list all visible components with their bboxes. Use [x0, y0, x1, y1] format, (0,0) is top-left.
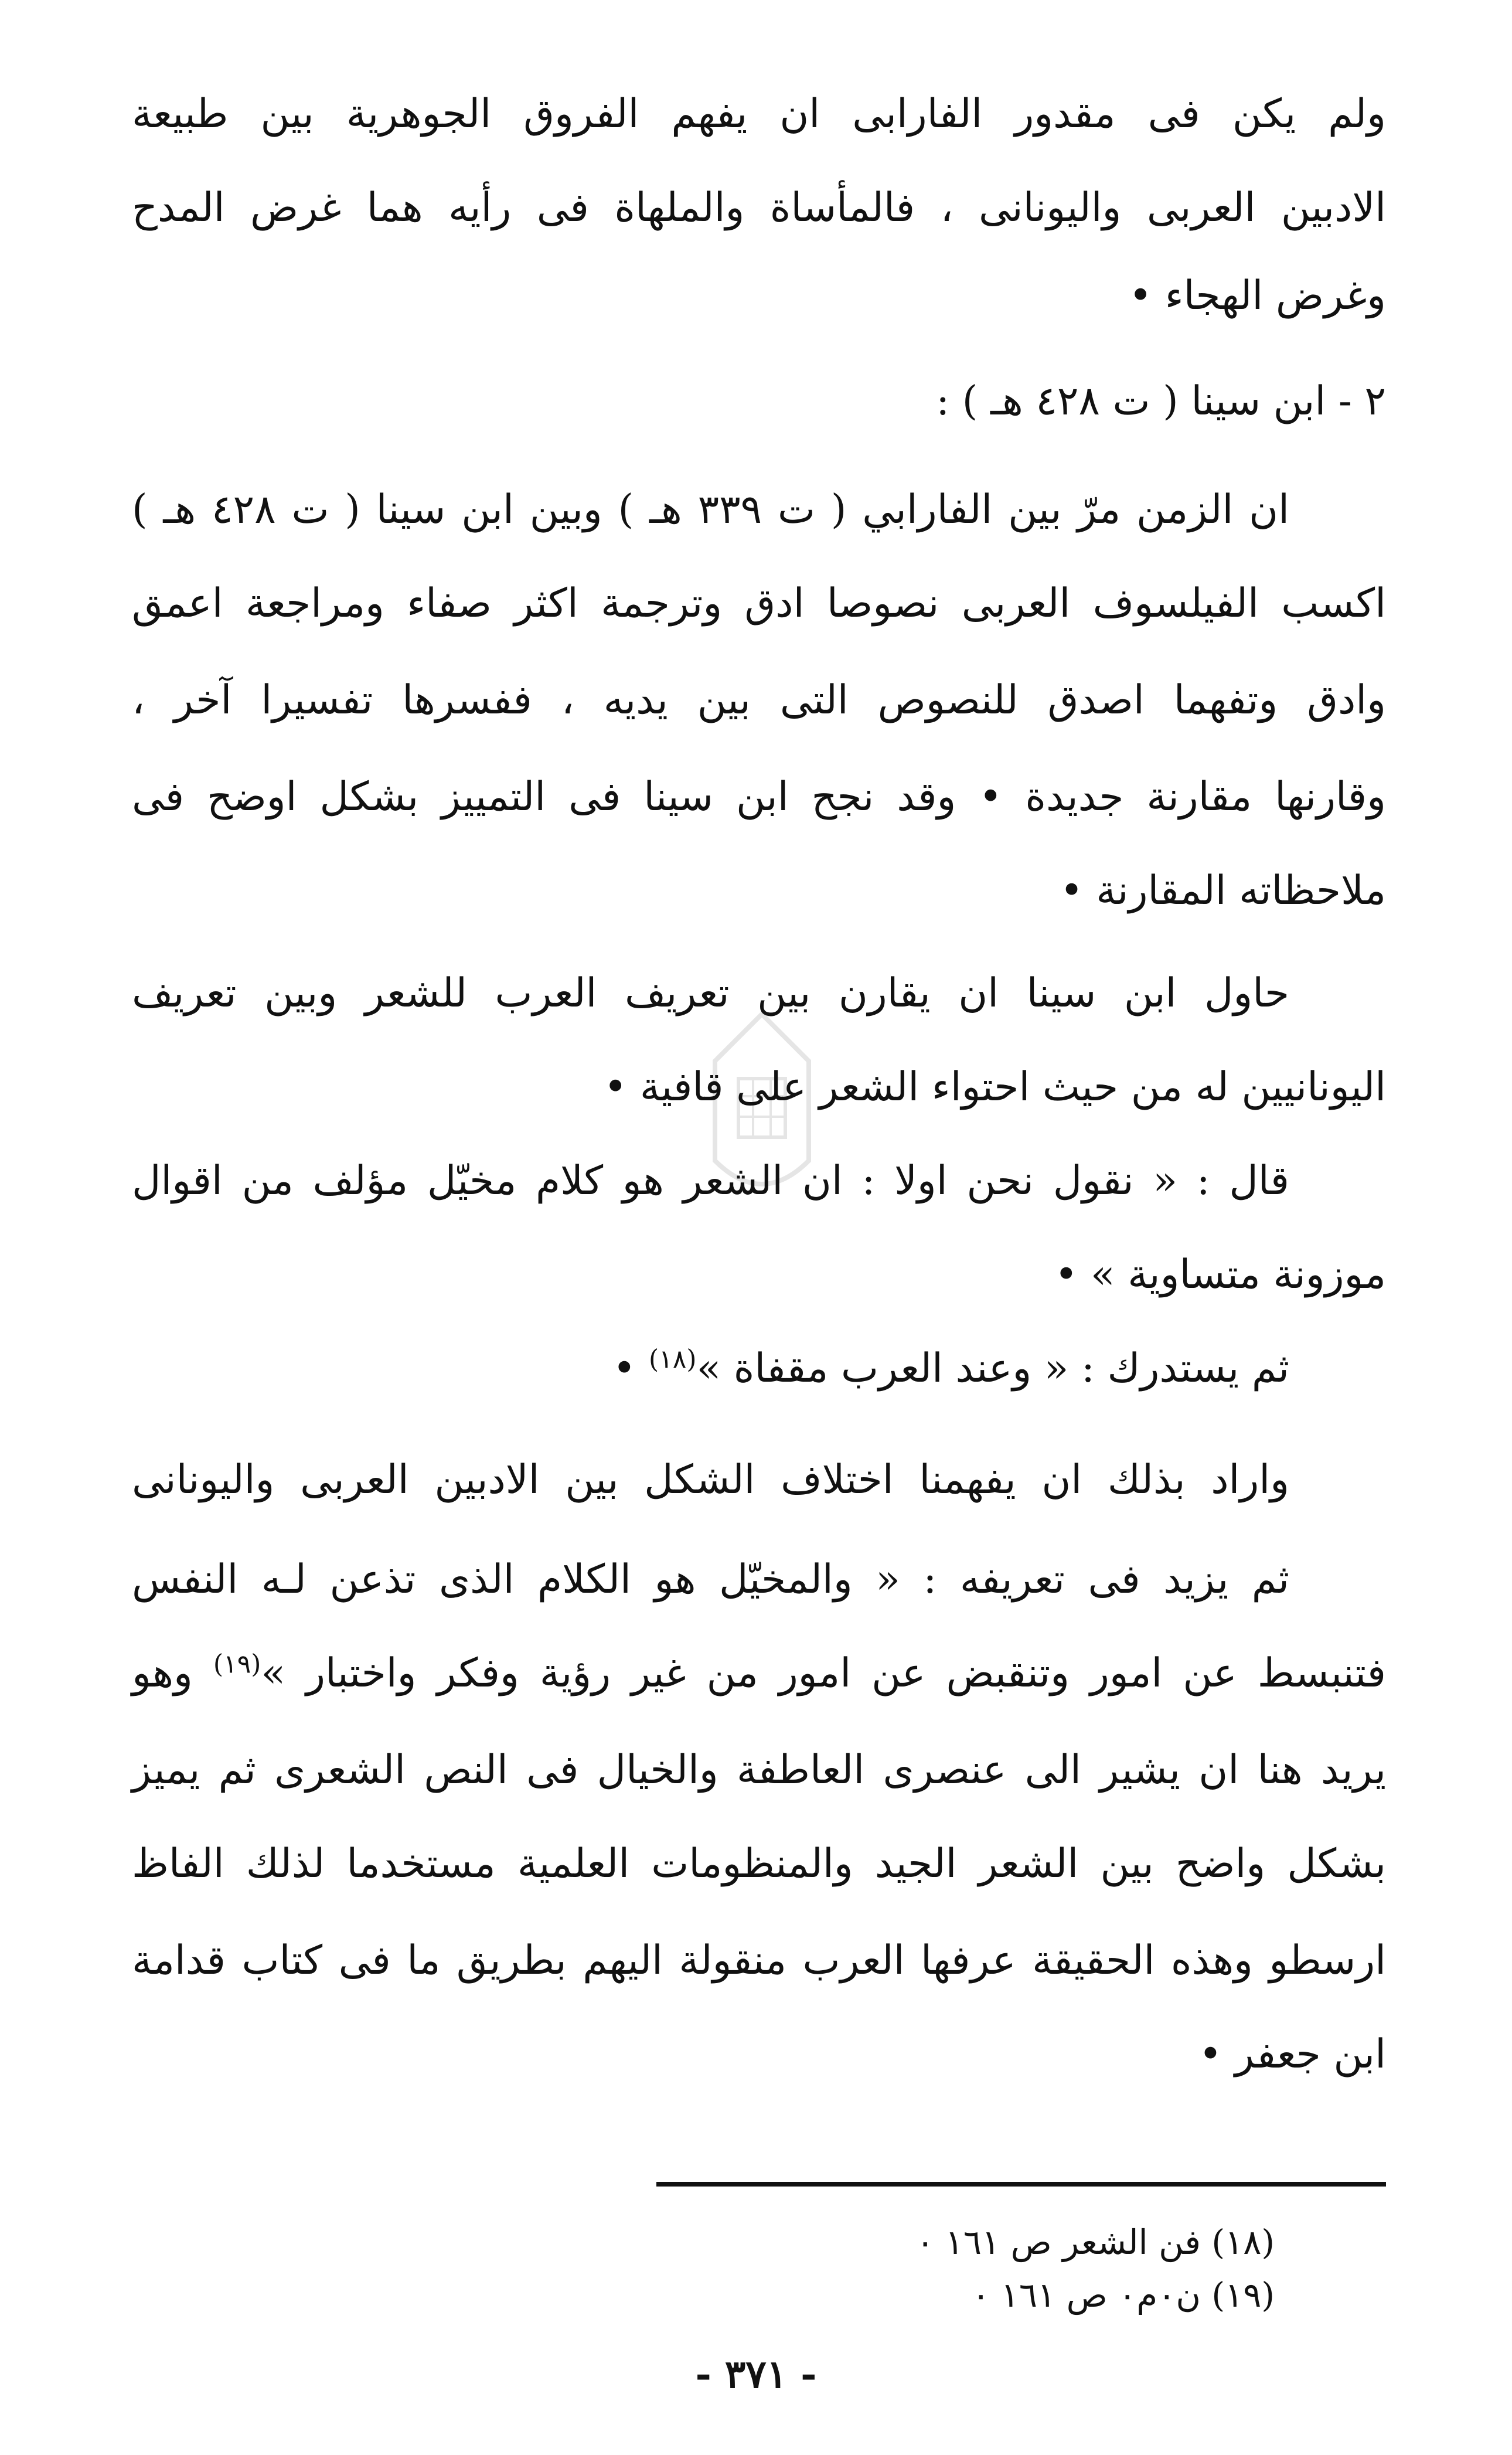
footnote-19: (١٩) ن٠م٠ ص ١٦١ ٠ [972, 2275, 1275, 2315]
body-line-15: واراد بذلك ان يفهمنا اختلاف الشكل بين الادبين العربى واليونانى [132, 1457, 1289, 1503]
body-line-12: قال : « نقول نحن اولا : ان الشعر هو كلام مخيّل مؤلف من اقوال [132, 1158, 1289, 1204]
footnote-18: (١٨) فن الشعر ص ١٦١ ٠ [916, 2222, 1275, 2262]
sentence-bullet: • [612, 1345, 636, 1392]
body-line-14-text: ثم يستدرك : « وعند العرب مقفاة » [696, 1345, 1289, 1392]
body-line-1: ولم يكن فى مقدور الفارابى ان يفهم الفروق الجوهرية بين طبيعة [132, 91, 1386, 137]
body-line-13: موزونة متساوية » • [1054, 1252, 1386, 1298]
body-line-21: ابن جعفر • [1198, 2031, 1386, 2077]
body-line-7: وادق وتفهما اصدق للنصوص التى بين يديه ، ففسرها تفسيرا آخر ، [132, 677, 1386, 723]
body-line-11: اليونانيين له من حيث احتواء الشعر على قافية • [604, 1064, 1386, 1110]
body-line-17-tail: وهو [132, 1650, 193, 1696]
body-line-17 [132, 1641, 1386, 1706]
section-heading-ibn-sina: ٢ - ابن سينا ( ت ٤٢٨ هـ ) : [936, 378, 1386, 424]
body-line-19: بشكل واضح بين الشعر الجيد والمنظومات العلمية مستخدما لذلك الفاظ [132, 1841, 1386, 1887]
body-line-6: اكسب الفيلسوف العربى نصوصا ادق وترجمة اكثر صفاء ومراجعة اعمق [132, 580, 1386, 627]
body-line-2: الادبين العربى واليونانى ، فالمأساة والملهاة فى رأيه هما غرض المدح [132, 185, 1386, 231]
body-line-20: ارسطو وهذه الحقيقة عرفها العرب منقولة اليهم بطريق ما فى كتاب قدامة [132, 1937, 1386, 1984]
body-line-18: يريد هنا ان يشير الى عنصرى العاطفة والخيال فى النص الشعرى ثم يميز [132, 1747, 1386, 1793]
footnote-separator [656, 2182, 1386, 2187]
body-line-8: وقارنها مقارنة جديدة • وقد نجح ابن سينا فى التمييز بشكل اوضح فى [132, 774, 1386, 820]
body-line-16: ثم يزيد فى تعريفه : « والمخيّل هو الكلام الذى تذعن لـه النفس [132, 1556, 1289, 1603]
footnote-ref-19: (١٩) [213, 1649, 261, 1679]
body-line-14 [612, 1337, 1289, 1401]
body-line-17-text: فتنبسط عن امور وتنقبض عن امور من غير رؤية وفكر واختبار » [261, 1650, 1386, 1696]
body-line-9: ملاحظاته المقارنة • [1060, 868, 1386, 914]
footnote-ref-18: (١٨) [648, 1344, 697, 1375]
page-number: - ٣٧١ - [695, 2351, 817, 2397]
body-line-3: وغرض الهجاء • [1128, 273, 1386, 319]
body-line-5: ان الزمن مرّ بين الفارابي ( ت ٣٣٩ هـ ) وبين ابن سينا ( ت ٤٢٨ هـ ) [132, 487, 1290, 533]
body-line-10: حاول ابن سينا ان يقارن بين تعريف العرب للشعر وبين تعريف [132, 970, 1290, 1016]
